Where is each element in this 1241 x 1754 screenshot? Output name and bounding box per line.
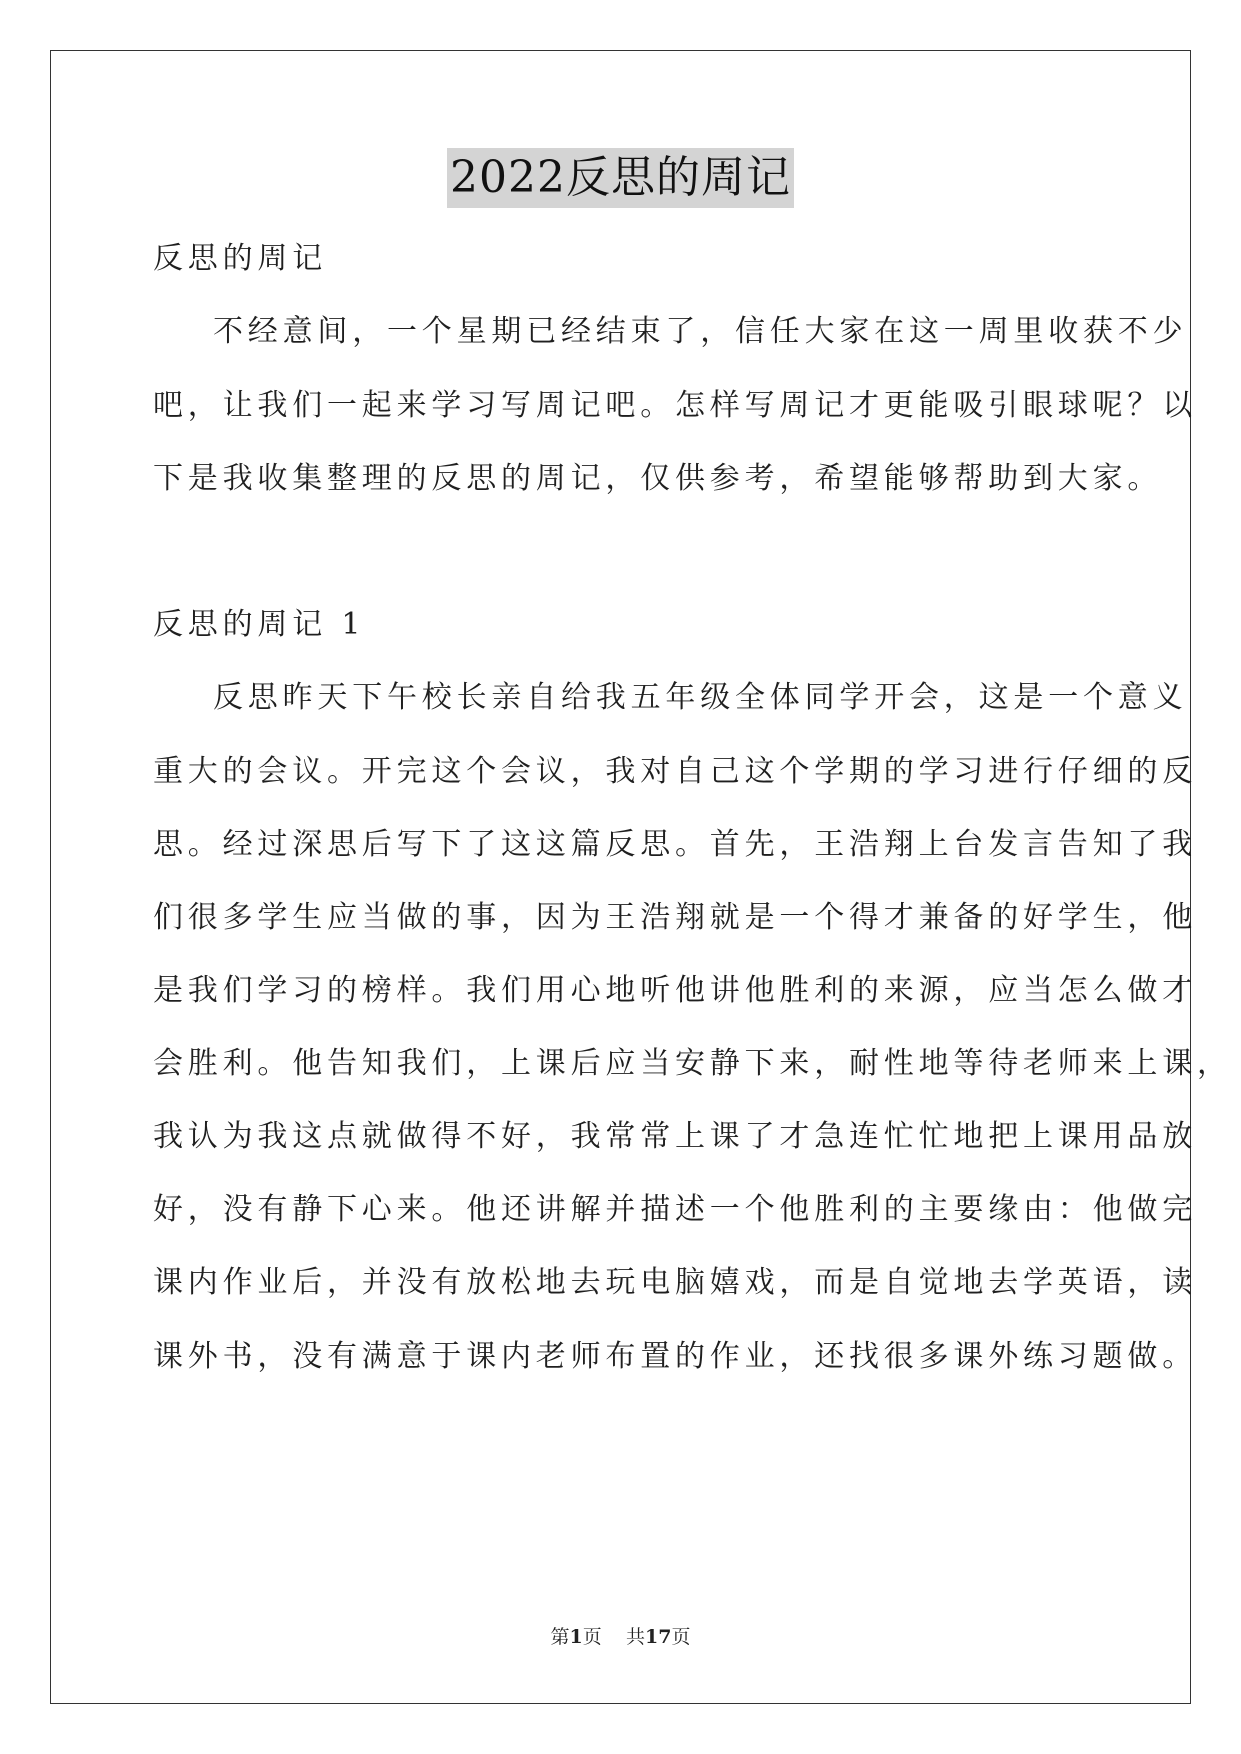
document-title: 2022反思的周记 xyxy=(447,148,794,208)
page-number: 1 xyxy=(569,1626,583,1648)
page-footer xyxy=(0,1622,1241,1649)
body-line: 我认为我这点就做得不好，我常常上课了才急连忙忙地把上课用品放 xyxy=(153,1119,1197,1154)
intro-line: 下是我收集整理的反思的周记，仅供参考，希望能够帮助到大家。 xyxy=(153,461,1163,496)
intro-line: 吧，让我们一起来学习写周记吧。怎样写周记才更能吸引眼球呢？以 xyxy=(153,388,1197,423)
intro-heading: 反思的周记 xyxy=(153,241,327,276)
body-line: 重大的会议。开完这个会议，我对自己这个学期的学习进行仔细的反 xyxy=(153,754,1197,789)
body-line: 课内作业后，并没有放松地去玩电脑嬉戏，而是自觉地去学英语，读 xyxy=(153,1265,1197,1300)
body-line: 课外书，没有满意于课内老师布置的作业，还找很多课外练习题做。 xyxy=(153,1339,1197,1374)
total-pages: 17 xyxy=(644,1626,672,1648)
body-line: 反思昨天下午校长亲自给我五年级全体同学开会，这是一个意义 xyxy=(213,680,1188,715)
title-container xyxy=(0,148,1241,208)
body-line: 是我们学习的榜样。我们用心地听他讲他胜利的来源，应当怎么做才 xyxy=(153,973,1197,1008)
page-border xyxy=(50,50,1191,1704)
section-heading: 反思的周记 1 xyxy=(153,607,366,642)
body-line: 思。经过深思后写下了这这篇反思。首先，王浩翔上台发言告知了我 xyxy=(153,827,1197,862)
page-suffix: 页 xyxy=(582,1626,602,1648)
page-prefix: 第 xyxy=(550,1626,570,1648)
total-prefix: 共 xyxy=(625,1626,645,1648)
body-line: 们很多学生应当做的事，因为王浩翔就是一个得才兼备的好学生，他 xyxy=(153,900,1197,935)
intro-line: 不经意间，一个星期已经结束了，信任大家在这一周里收获不少 xyxy=(213,314,1188,349)
total-suffix: 页 xyxy=(671,1626,691,1648)
body-line: 好，没有静下心来。他还讲解并描述一个他胜利的主要缘由：他做完 xyxy=(153,1192,1197,1227)
body-line: 会胜利。他告知我们，上课后应当安静下来，耐性地等待老师来上课， xyxy=(153,1046,1232,1081)
